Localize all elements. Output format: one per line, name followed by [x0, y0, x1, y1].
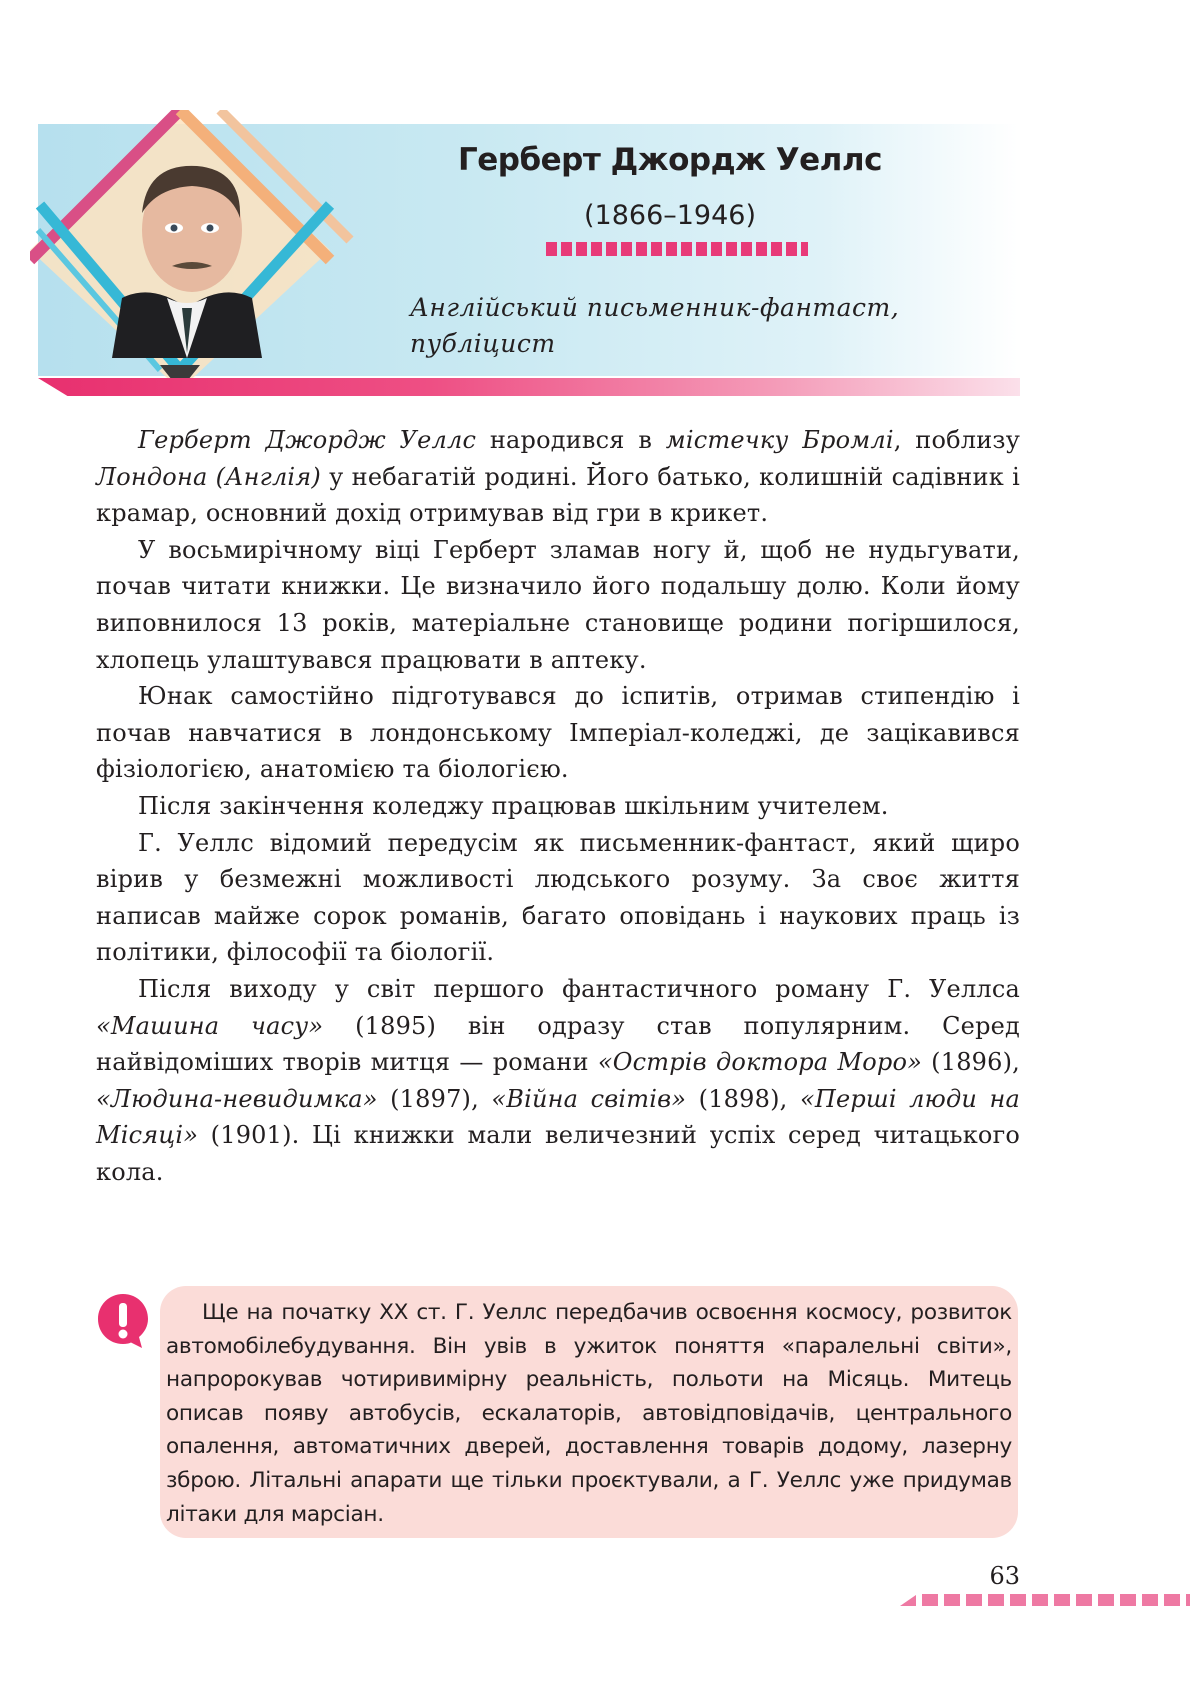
paragraph-2: У восьмирічному віці Герберт зламав ногу й, щоб не нудьгувати, почав читати книжки. Це визначило його подальшу долю. Коли йому виповнилося 13 років, матеріальне становище родини погіршилося, хлопець улаштувався працювати в аптеку.: [96, 535, 1020, 674]
fact-note-text: [166, 1296, 1012, 1531]
note-paragraph: Ще на початку XX ст. Г. Уеллс передбачив освоєння космосу, розвиток автомобілебудування. Він увів в ужиток поняття «паралельні світи», напророкував чотиривимірну реальність, польоти на Місяць. Митець описав появу автобусів, ескалаторів, автовідповідачів, центрального опалення, автоматичних дверей, доставлення товарів додому, лазерну зброю. Літальні апарати ще тільки проєктували, а Г. Уеллс уже придумав літаки для марсіан.: [166, 1300, 1012, 1527]
text-run: у небагатій родині. Його батько, колишній садівник і крамар, основний дохід отримував від гри в крикет.: [96, 462, 1020, 528]
text-run: (1901). Ці книжки мали величезний успіх серед читацького кола.: [96, 1121, 1020, 1186]
italic-title: «Людина-невидимка»: [96, 1084, 378, 1113]
header-stripe: [38, 378, 1020, 396]
author-years: (1866–1946): [584, 200, 756, 231]
title-underline: [546, 242, 808, 256]
italic-title: «Острів доктора Моро»: [597, 1048, 922, 1077]
paragraph-4: Після закінчення коледжу працював шкільним учителем.: [138, 791, 889, 820]
page-number: 63: [989, 1562, 1020, 1590]
paragraph-6: [96, 971, 1020, 1191]
text-run: (1895) він одразу став популярним. Серед найвідоміших творів митця — романи: [96, 1011, 1021, 1077]
footer-decoration: [900, 1594, 1190, 1606]
text-run: народився в: [476, 426, 666, 454]
paragraph-5: Г. Уеллс відомий передусім як письменник-фантаст, який щиро вірив у безмежні можливості людського розуму. За своє життя написав майже сорок романів, багато оповідань і наукових праць із політики, філософії та біології.: [96, 828, 1020, 967]
author-name: Герберт Джордж Уеллс: [458, 142, 882, 178]
italic-title: «Машина часу»: [96, 1011, 324, 1040]
portrait-photo: [112, 158, 262, 358]
exclamation-icon: [96, 1292, 150, 1350]
text-run: , поблизу: [893, 426, 1021, 454]
italic-name: Герберт Джордж Уеллс: [138, 426, 477, 454]
text-run: (1897),: [377, 1084, 492, 1113]
italic-place: містечку Бромлі: [665, 426, 894, 454]
text-run: (1896),: [921, 1048, 1020, 1077]
text-run: (1898),: [686, 1084, 800, 1113]
description-line-2: публіцист: [410, 329, 556, 358]
author-description: [410, 290, 990, 362]
text-run: Після виходу у світ першого фантастичного роману Г. Уеллса: [138, 974, 1020, 1003]
italic-title: «Перші люди на Місяці»: [96, 1084, 1021, 1150]
biography-text: [96, 422, 1020, 1190]
paragraph-1: [96, 422, 1020, 532]
italic-place: Лондона (Англія): [96, 462, 321, 491]
description-line-1: Англійський письменник-фантаст,: [410, 293, 900, 322]
paragraph-3: Юнак самостійно підготувався до іспитів, отримав стипендію і почав навчатися в лондонському Імперіал-коледжі, де зацікавився фізіологією, анатомією та біологією.: [96, 682, 1020, 784]
italic-title: «Війна світів»: [491, 1084, 687, 1113]
